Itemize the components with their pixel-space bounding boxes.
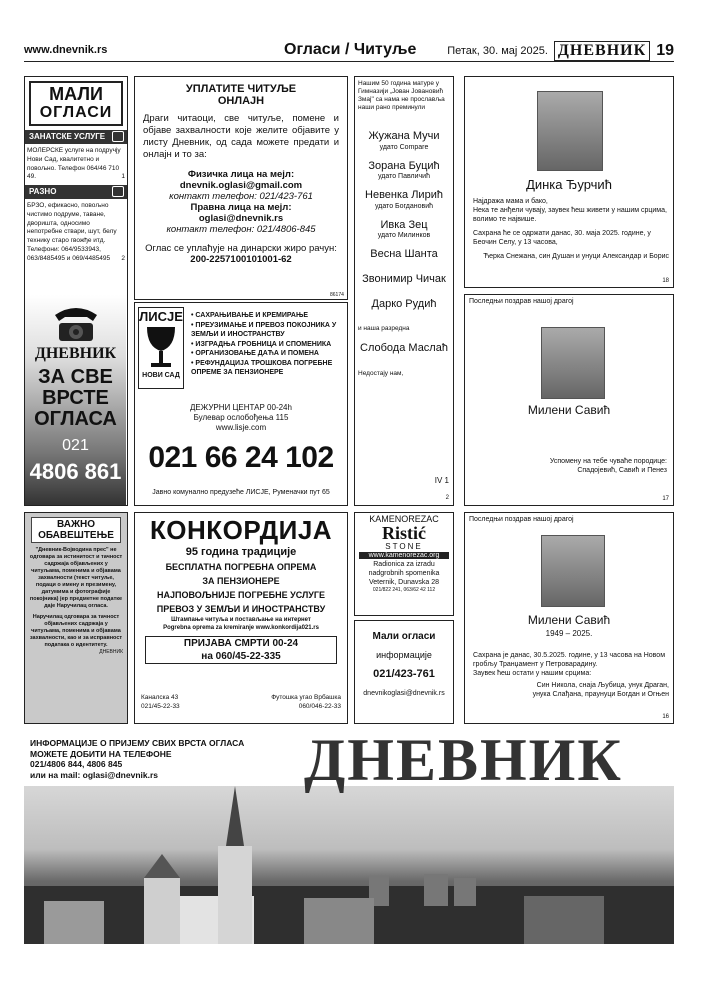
bank-account: 200-2257100101001-62: [190, 254, 292, 265]
death-report-phone[interactable]: на 060/45-22-335: [201, 651, 281, 662]
death-report-title: ПРИЈАВА СМРТИ 00-24: [183, 638, 299, 649]
promo-line-3: ОГЛАСА: [34, 408, 117, 430]
skyline-illustration: [24, 786, 674, 944]
classifieds-column: [24, 76, 128, 506]
lisje-services: [191, 311, 343, 378]
konkordija-logo: КОНКОРДИЈА: [149, 515, 333, 545]
banner-masthead: ДНЕВНИК: [304, 732, 623, 793]
category-icon: [112, 131, 124, 142]
notice-text: Наручилац одговара за тачност објављених садржаја у читуљама, поменима и објавама захвалности, као и за исправност података о идентитету.: [29, 614, 123, 648]
stonemason-phone: 021/822 241, 063/62 42 112: [372, 587, 436, 593]
deceased-years: 1949 – 2025.: [545, 629, 593, 638]
service-item: • САХРАЊИВАЊЕ И КРЕМИРАЊЕ: [191, 312, 309, 319]
category-icon: [112, 186, 124, 197]
goblet-icon: [144, 325, 178, 371]
obituary-heading: Последњи поздрав нашој драгој: [469, 516, 574, 523]
promo-line-1: ЗА СВЕ: [38, 366, 113, 388]
obituary-savic-1: [464, 294, 674, 506]
notice-signature: ДНЕВНИК: [99, 649, 123, 655]
deceased-name: Милени Савић: [527, 403, 611, 417]
notice-title-1: ВАЖНО: [57, 519, 95, 530]
lisje-footer: Јавно комунално предузеће ЛИСЈЕ, Руменачки пут 65: [152, 489, 330, 496]
ad-number: 2: [445, 495, 449, 501]
family-signature: унука Слађана, праунуци Богдан и Огњен: [532, 691, 669, 698]
ad-code: 86174: [330, 292, 344, 298]
stonemason-logo-sub: STONE: [385, 542, 423, 551]
service-item: • ИЗГРАДЊА ГРОБНИЦА И СПОМЕНИКА: [191, 340, 332, 348]
stonemason-heading: KAMENOREZAC: [369, 514, 439, 524]
info-title: Мали огласи: [372, 631, 436, 642]
obituary-text: Најдража мама и бако,: [473, 198, 548, 205]
obituary-text: Нека те анђели чувају, заувек ћеш живети у нашим срцима, волимо те највише.: [473, 207, 667, 223]
section-title: Огласи / Читуље: [284, 41, 417, 58]
stonemason-text: Radionica za izradu: [373, 561, 435, 568]
promo-line-2: ВРСТЕ: [42, 387, 109, 409]
deceased-photo: [537, 91, 603, 171]
category-label: РАЗНО: [29, 187, 57, 197]
classified-ad-2: [25, 201, 127, 264]
service-item: • РЕФУНДАЦИЈА ТРОШКОВА ПОГРЕБНЕ ОПРЕМЕ ЗА ПЕНЗИОНЕРЕ: [191, 359, 333, 376]
service-line: БЕСПЛАТНА ПОГРЕБНА ОПРЕМА: [165, 562, 317, 572]
ad-number: 17: [662, 496, 669, 502]
companies-label: Правна лица на мејл:: [190, 202, 292, 213]
online-obituary-ad: [134, 76, 348, 300]
memorial-name: Зорана Буцић удато Павличић: [368, 159, 440, 181]
address-1: Каналска 43: [141, 694, 179, 701]
memorial-name: Ивка Зец удато Милинков: [377, 218, 431, 240]
phone-1: 021/45-22-33: [141, 703, 180, 710]
memorial-name: Невенка Лирић удато Богдановић: [365, 189, 443, 210]
service-line: ЗА ПЕНЗИОНЕРЕ: [202, 576, 280, 586]
memorial-name: Весна Шанта: [370, 248, 438, 260]
page-header: [24, 40, 674, 62]
service-item: • ОРГАНИЗОВАЊЕ ДАЋА И ПОМЕНА: [191, 350, 319, 357]
family-signature: Син Никола, снаја Љубица, унук Драган,: [536, 682, 669, 689]
obituary-heading: Последњи поздрав нашој драгој: [469, 298, 574, 305]
info-subtitle: информације: [376, 650, 432, 660]
page-number: 19: [656, 42, 674, 59]
lisje-website[interactable]: www.lisje.com: [215, 423, 267, 432]
promo-ad: [25, 295, 126, 505]
individuals-phone: контакт телефон: 021/423-761: [169, 191, 313, 202]
lisje-logo: [138, 307, 184, 389]
memorial-names: [358, 130, 450, 311]
banner-phone[interactable]: 021/4806 844, 4806 845: [30, 759, 123, 769]
category-bar-crafts: [25, 130, 127, 144]
memorial-name: Дарко Рудић: [371, 297, 437, 310]
memorial-class-label: и наша разредна: [358, 325, 410, 333]
issue-date: Петак, 30. мај 2025.: [447, 45, 548, 57]
phone-2: 060/046-22-33: [298, 703, 341, 710]
memorial-name: Жужана Мучи удато Compare: [368, 130, 440, 151]
stonemason-logo: Ristić: [382, 523, 426, 543]
ad-number: 18: [662, 278, 669, 284]
service-item: • ПРЕУЗИМАЊЕ И ПРЕВОЗ ПОКОЈНИКА У ЗЕМЉИ И ИНОСТРАНСТВУ: [191, 321, 337, 338]
funeral-info: Сахрана је данас, 30.5.2025. године, у 13 часова на Новом гробљу Транџамент у Петроварадину.: [473, 652, 666, 668]
lisje-phone[interactable]: 021 66 24 102: [148, 441, 334, 474]
funeral-info: Сахрана ће се одржати данас, 30. маја 2025. године, у Беочин Селу, у 13 часова,: [473, 230, 651, 246]
dnevnik-banner: [24, 732, 674, 944]
service-note: Pogrebna oprema za kremiranje www.konkordija021.rs: [163, 625, 319, 631]
deceased-name: Динка Ђурчић: [526, 177, 612, 192]
classified-ad-1: [25, 146, 127, 183]
ad-body: Драги читаоци, све читуље, помене и објаве захвалности које желите објавите у листу Дневник, од сада можете предати и онлајн и то за:: [143, 113, 339, 160]
info-phone[interactable]: 021/423-761: [373, 668, 435, 680]
notice-title-2: ОБАВЕШТЕЊЕ: [38, 530, 114, 541]
telephone-icon: [51, 301, 101, 343]
memorial-teacher: Слобода Маслаћ: [360, 342, 448, 355]
deceased-name: Милени Савић: [527, 613, 611, 627]
category-label: ЗАНАТСКЕ УСЛУГЕ: [29, 132, 106, 141]
deceased-photo: [541, 327, 605, 399]
class-memorial: [354, 76, 454, 506]
memorial-signature: IV 1: [434, 476, 449, 485]
info-email[interactable]: dnevnikoglasi@dnevnik.rs: [363, 690, 445, 697]
service-line: ПРЕВОЗ У ЗЕМЉИ И ИНОСТРАНСТВУ: [156, 604, 326, 614]
ad-text: МОЛЕРСКЕ услуге на подручју Нови Сад, квалитетно и повољно. Телефон 064/46 710 49.: [27, 147, 121, 181]
ad-title-2: ОНЛАЈН: [217, 95, 265, 107]
memorial-closing: Недостају нам,: [358, 370, 404, 377]
site-url[interactable]: www.dnevnik.rs: [24, 44, 108, 56]
ad-number: 1: [121, 173, 125, 181]
banner-email[interactable]: или на mail: oglasi@dnevnik.rs: [30, 769, 159, 780]
promo-phone[interactable]: 4806 861: [29, 459, 122, 484]
service-note: Штампање читуља и постављање на интернет: [171, 617, 311, 623]
konkordija-ad: [134, 512, 348, 724]
classifieds-title-1: МАЛИ: [49, 84, 103, 104]
ad-number: 16: [662, 714, 669, 720]
family-signature: Ћерка Снежана, син Душан и унуци Александар и Борис: [483, 253, 669, 260]
lisje-city: НОВИ САД: [142, 372, 180, 379]
memorial-name: Звонимир Чичак: [362, 272, 446, 285]
ad-title-1: УПЛАТИТЕ ЧИТУЉЕ: [185, 83, 297, 95]
companies-email[interactable]: oglasi@dnevnik.rs: [198, 213, 284, 224]
obituary-text: Успомену на тебе чуваће породице:: [549, 458, 667, 465]
category-bar-misc: [25, 185, 127, 199]
individuals-email[interactable]: dnevnik.oglasi@gmail.com: [179, 180, 303, 191]
classifieds-info: [354, 620, 454, 724]
promo-phone-prefix: 021: [62, 437, 89, 454]
address-2: Футошка угао Врбашка: [271, 694, 341, 701]
lisje-ad: [134, 302, 348, 506]
death-report-box: [145, 636, 337, 664]
deceased-photo: [541, 535, 605, 607]
obituary-djurcic: [464, 76, 674, 288]
masthead-logo: ДНЕВНИК: [554, 41, 650, 61]
lisje-logo-text: ЛИСЈЕ: [139, 309, 183, 324]
companies-phone: контакт телефон: 021/4806-845: [166, 224, 316, 235]
stonemason-text: nadgrobnih spomenika: [368, 570, 440, 577]
banner-line: ИНФОРМАЦИЈЕ О ПРИЈЕМУ СВИХ ВРСТА ОГЛАСА: [30, 738, 245, 748]
ad-text: БРЗО, ефикасно, повољно чистимо подруме, таване, дворишта, односимо непотребне ствари, шут, белу технику старо гвожђе итд. Телефони: 064/9533943, 063/8485495 и 069/4485495: [27, 202, 117, 262]
obituary-text: Заувек ћеш остати у нашим срцима:: [473, 670, 592, 677]
ad-number: 2: [121, 254, 125, 262]
lisje-address: Булевар ослобођења 115: [193, 413, 289, 422]
city-skyline-image: [24, 786, 674, 944]
duty-center: ДЕЖУРНИ ЦЕНТАР 00-24h: [190, 403, 292, 412]
stonemason-ad: [354, 512, 454, 616]
stonemason-website[interactable]: www.kamenorezac.org: [359, 552, 449, 559]
classifieds-title-2: ОГЛАСИ: [39, 104, 113, 121]
promo-brand: ДНЕВНИК: [34, 345, 117, 362]
konkordija-tagline: 95 година традиције: [185, 546, 297, 558]
banner-line: МОЖЕТЕ ДОБИТИ НА ТЕЛЕФОНЕ: [30, 748, 172, 759]
banner-info: [30, 738, 244, 780]
service-line: НАЈПОВОЉНИЈЕ ПОГРЕБНЕ УСЛУГЕ: [156, 590, 325, 600]
family-signature: Спадојевић, Савић и Пенез: [577, 467, 667, 474]
payment-note: Оглас се уплаћује на динарски жиро рачун:: [145, 243, 337, 254]
stonemason-address: Veternik, Dunavska 28: [368, 579, 440, 586]
notice-text: "Дневник-Војводина прес" не одговара за истинитост и тачност садржаја објављених у читуљама, поменима и објавама захвалности (текст читуље, подаци о имену и презимену, датумима и фотографије покојника) јер предметне податке даје Наручилац огласа.: [29, 547, 123, 609]
important-notice: [24, 512, 128, 724]
classifieds-title-box: [29, 81, 123, 126]
obituary-savic-2: [464, 512, 674, 724]
individuals-label: Физичка лица на мејл:: [187, 169, 295, 180]
memorial-intro: Нашим 50 година матуре у Гимназији „Јован Јовановић Змај" са нама не прославља наши рано преминули: [358, 80, 445, 111]
